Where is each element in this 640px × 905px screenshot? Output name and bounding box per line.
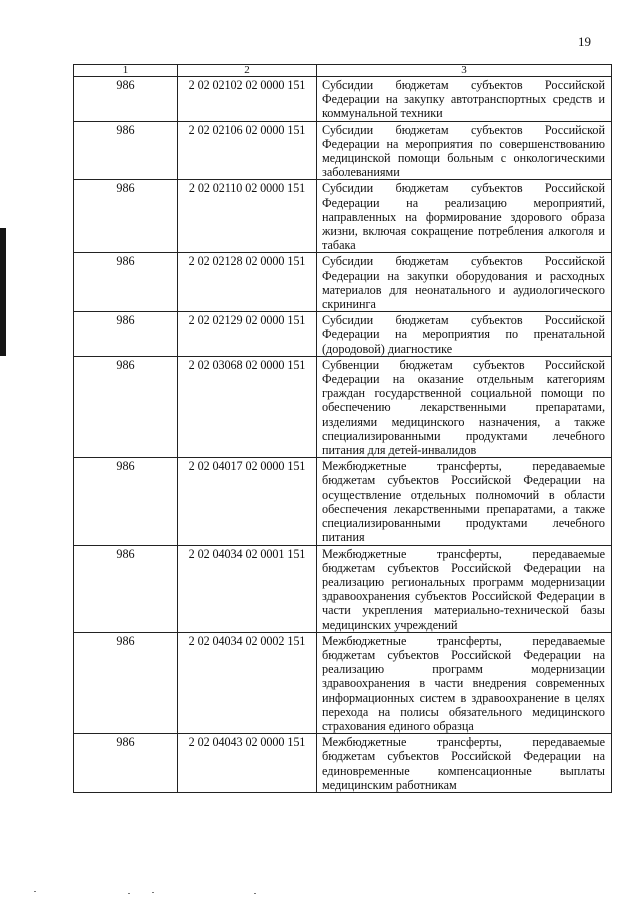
- table-row: [74, 356, 612, 457]
- description-cell: Субсидии бюджетам субъектов Российской Федерации на закупку автотранспортных средств и коммунальной техники: [317, 77, 612, 122]
- description-cell: Субсидии бюджетам субъектов Российской Федерации на мероприятия по совершенствованию медицинской помощи больным с онкологическими заболеваниями: [317, 121, 612, 180]
- admin-code-cell: 986: [74, 458, 178, 545]
- admin-code-cell: 986: [74, 180, 178, 253]
- header-col-2: 2: [178, 65, 317, 77]
- table-row: [74, 253, 612, 312]
- table-row: [74, 121, 612, 180]
- budget-code-cell: 2 02 02110 02 0000 151: [178, 180, 317, 253]
- header-col-3: 3: [317, 65, 612, 77]
- description-cell: Межбюджетные трансферты, передаваемые бюджетам субъектов Российской Федерации на реализацию региональных программ модернизации здравоохранения субъектов Российской Федерации в части укрепления материально-технической базы медицинских учреждений: [317, 545, 612, 632]
- admin-code-cell: 986: [74, 356, 178, 457]
- table-row: [74, 458, 612, 545]
- budget-code-cell: 2 02 02102 02 0000 151: [178, 77, 317, 122]
- budget-code-cell: 2 02 02106 02 0000 151: [178, 121, 317, 180]
- budget-code-cell: 2 02 04043 02 0000 151: [178, 734, 317, 793]
- budget-code-cell: 2 02 02128 02 0000 151: [178, 253, 317, 312]
- budget-code-cell: 2 02 03068 02 0000 151: [178, 356, 317, 457]
- description-cell: Субвенции бюджетам субъектов Российской Федерации на оказание отдельным категориям граждан государственной социальной помощи по обеспечению лекарственными препаратами, изделиями медицинского назначения, а также специализированными продуктами лечебного питания для детей-инвалидов: [317, 356, 612, 457]
- admin-code-cell: 986: [74, 545, 178, 632]
- description-cell: Субсидии бюджетам субъектов Российской Федерации на реализацию мероприятий, направленных на формирование здорового образа жизни, включая сокращение потребления алкоголя и табака: [317, 180, 612, 253]
- table-row: [74, 180, 612, 253]
- header-col-1: 1: [74, 65, 178, 77]
- description-cell: Межбюджетные трансферты, передаваемые бюджетам субъектов Российской Федерации на реализацию программ модернизации здравоохранения в части внедрения современных информационных систем в здравоохранение в целях перехода на полисы обязательного медицинского страхования единого образца: [317, 632, 612, 733]
- scan-speck: [34, 891, 36, 892]
- scan-speck: [254, 893, 256, 894]
- budget-code-cell: 2 02 04034 02 0001 151: [178, 545, 317, 632]
- page-number: 19: [578, 34, 591, 49]
- budget-code-cell: 2 02 02129 02 0000 151: [178, 312, 317, 357]
- table-row: [74, 545, 612, 632]
- admin-code-cell: 986: [74, 312, 178, 357]
- description-cell: Субсидии бюджетам субъектов Российской Федерации на мероприятия по пренатальной (дородовой) диагностике: [317, 312, 612, 357]
- description-cell: Межбюджетные трансферты, передаваемые бюджетам субъектов Российской Федерации на осуществление отдельных полномочий в области обеспечения лекарственными препаратами, а также специализированными продуктами лечебного питания: [317, 458, 612, 545]
- budget-code-cell: 2 02 04017 02 0000 151: [178, 458, 317, 545]
- budget-code-cell: 2 02 04034 02 0002 151: [178, 632, 317, 733]
- scan-edge-mark: [0, 228, 6, 356]
- budget-codes-table: [73, 64, 612, 793]
- admin-code-cell: 986: [74, 632, 178, 733]
- scan-speck: [128, 893, 130, 894]
- admin-code-cell: 986: [74, 121, 178, 180]
- table-row: [74, 77, 612, 122]
- admin-code-cell: 986: [74, 77, 178, 122]
- description-cell: Межбюджетные трансферты, передаваемые бюджетам субъектов Российской Федерации на единовременные компенсационные выплаты медицинским работникам: [317, 734, 612, 793]
- admin-code-cell: 986: [74, 253, 178, 312]
- scan-speck: [152, 892, 154, 893]
- table-row: [74, 632, 612, 733]
- table-header-row: [74, 65, 612, 77]
- table-row: [74, 734, 612, 793]
- description-cell: Субсидии бюджетам субъектов Российской Федерации на закупки оборудования и расходных материалов для неонатального и аудиологического скрининга: [317, 253, 612, 312]
- table-row: [74, 312, 612, 357]
- admin-code-cell: 986: [74, 734, 178, 793]
